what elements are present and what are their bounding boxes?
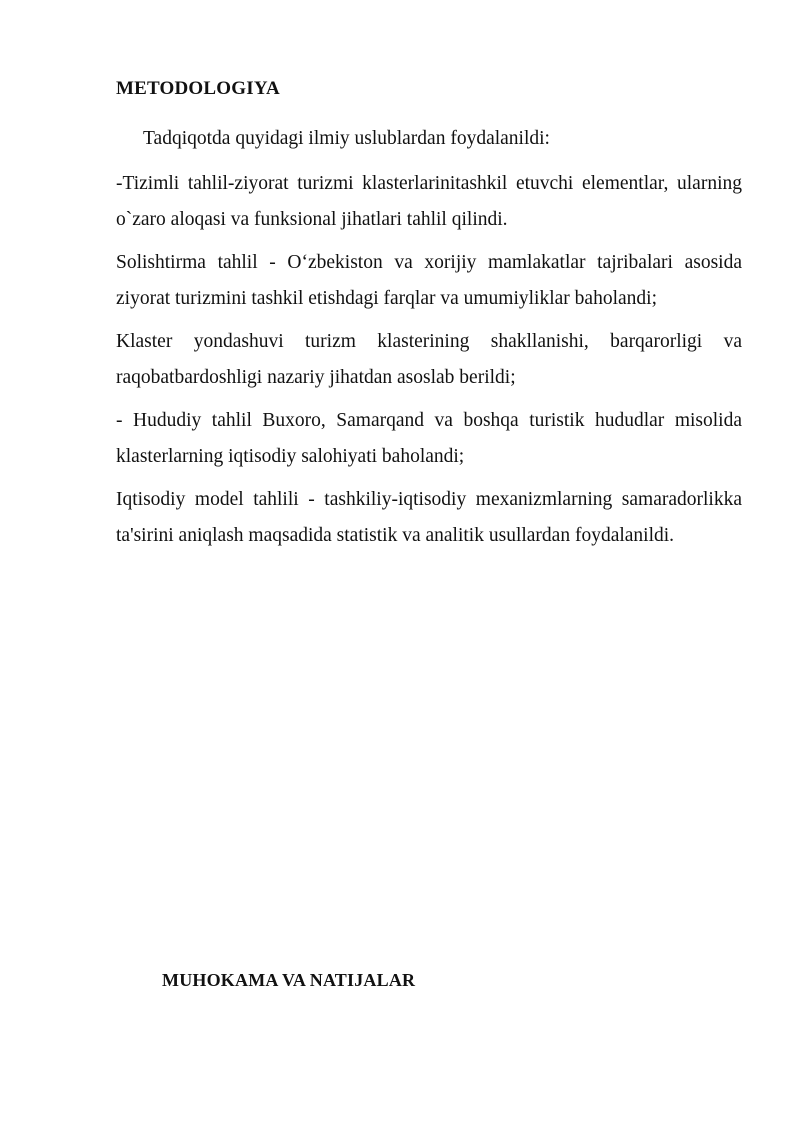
paragraph-klaster-yondashuvi: Klaster yondashuvi turizm klasterining shakllanishi, barqarorligi va raqobatbardoshligi nazariy jihatdan asoslab berildi; <box>116 330 742 388</box>
paragraph-solishtirma-tahlil: Solishtirma tahlil - O‘zbekiston va xorijiy mamlakatlar tajribalari asosida ziyorat turizmini tashkil etishdagi farqlar va umumiyliklar baholandi; <box>116 251 742 309</box>
paragraph-tizimli-tahlil: -Tizimli tahlil-ziyorat turizmi klasterlarinitashkil etuvchi elementlar, ularning o`zaro aloqasi va funksional jihatlari tahlil qilindi. <box>116 172 742 230</box>
body-text <box>116 121 742 561</box>
intro-paragraph: Tadqiqotda quyidagi ilmiy uslublardan foydalanildi: <box>143 128 550 149</box>
section-heading-muhokama: MUHOKAMA VA NATIJALAR <box>162 970 416 990</box>
section-heading-metodologiya: METODOLOGIYA <box>116 78 280 99</box>
paragraph-iqtisodiy-model: Iqtisodiy model tahlili - tashkiliy-iqtisodiy mexanizmlarning samaradorlikka ta'sirini aniqlash maqsadida statistik va analitik usullardan foydalanildi. <box>116 488 742 546</box>
paragraph-hududiy-tahlil: - Hududiy tahlil Buxoro, Samarqand va boshqa turistik hududlar misolida klasterlarning iqtisodiy salohiyati baholandi; <box>116 409 742 467</box>
